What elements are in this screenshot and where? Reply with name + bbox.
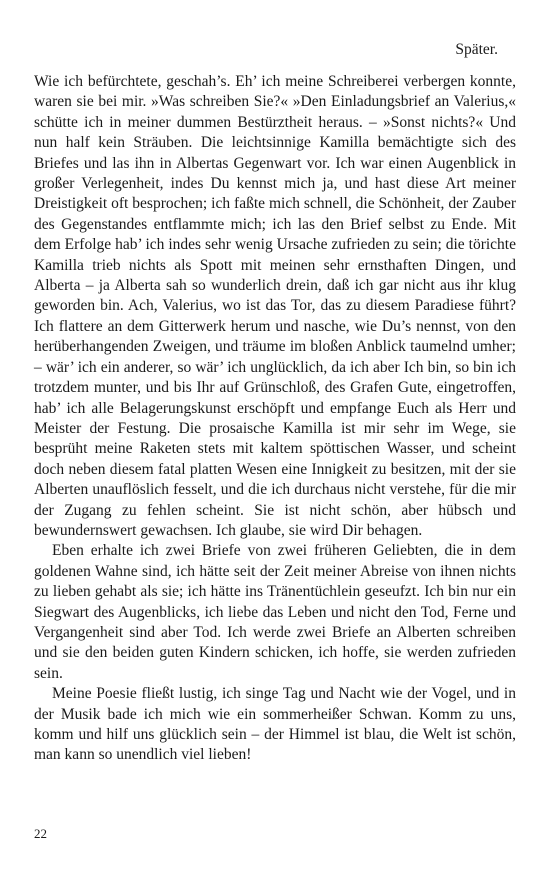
page-number: 22	[34, 826, 47, 841]
paragraph: Eben erhalte ich zwei Briefe von zwei früheren Geliebten, die in dem goldenen Wahne sind, ich hätte seit der Zeit meiner Abreise von ihnen nichts zu lieben gehabt als sie; ich hätte ins Tränentüchlein geseufzt. Ich bin nur ein Siegwart des Augenblicks, ich liebe das Leben und nicht den Tod, Ferne und Vergangenheit sind aber Tod. Ich werde zwei Briefe an Alberten schreiben und sie den beiden guten Kindern schicken, ich hoffe, sie werden zufrieden sein.	[34, 542, 516, 682]
body-text	[34, 72, 516, 766]
running-head: Später.	[455, 41, 498, 58]
paragraph: Wie ich befürchtete, geschah’s. Eh’ ich meine Schreiberei verbergen konnte, waren sie bei mir. »Was schreiben Sie?« »Den Einladungsbrief an Valerius,« schütte ich in meiner dummen Bestürztheit heraus. – »Sonst nichts?« Und nun half kein Sträuben. Die leichtsinnige Kamilla bemächtigte sich des Briefes und las ihn in Albertas Gegenwart vor. Ich war einen Augenblick in großer Verlegenheit, indes Du kennst mich ja, und hast diese Art meiner Dreistigkeit oft besprochen; ich faßte mich schnell, die Schönheit, der Zauber des Gegenstandes entflammte mich; ich las den Brief selbst zu Ende. Mit dem Erfolge hab’ ich indes sehr wenig Ursache zufrieden zu sein; die törichte Kamilla trieb nichts als Spott mit meinen sehr ernsthaften Dingen, und Alberta – ja Alberta sah so wunderlich drein, daß ich gar nicht aus ihr klug geworden bin. Ach, Valerius, wo ist das Tor, das zu diesem Paradiese führt? Ich flattere an dem Gitterwerk herum und nasche, wie Du’s nennst, von den herüberhangenden Zweigen, und träume im bloßen Anblick taumelnd umher; – wär’ ich ein anderer, so wär’ ich unglücklich, da ich aber Ich bin, so bin ich trotzdem munter, und bis Ihr auf Grünschloß, des Grafen Gute, eingetroffen, hab’ ich alle Belagerungskunst erschöpft und empfange Euch als Herr und Meister der Festung. Die prosaische Kamilla ist mir sehr im Wege, sie besprüht meine Raketen stets mit kaltem spöttischen Wasser, und scheint doch neben diesem fatal platten Wesen eine Innigkeit zu besitzen, mit der sie Alberten unauflöslich fesselt, und die ich durchaus nicht verstehe, für die mir der Zugang zu fehlen scheint. Sie ist nicht schön, aber hübsch und bewundernswert gewachsen. Ich glaube, sie wird Dir behagen.	[34, 73, 516, 539]
paragraph: Meine Poesie fließt lustig, ich singe Tag und Nacht wie der Vogel, und in der Musik bade ich mich wie ein sommerheißer Schwan. Komm zu uns, komm und hilf uns glücklich sein – der Himmel ist blau, die Welt ist schön, man kann so unendlich viel lieben!	[34, 685, 516, 764]
